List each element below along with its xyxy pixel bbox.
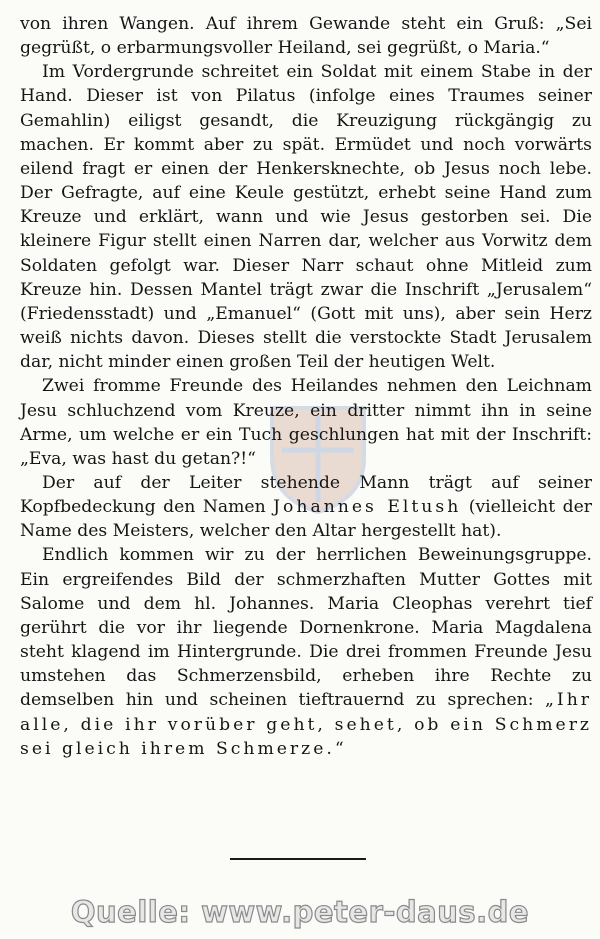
- paragraph-lamentation-text: Endlich kommen wir zu der herrlichen Beweinungsgruppe. Ein ergreifendes Bild der schmerzhaften Mutter Gottes mit Salome und dem hl. Johannes. Maria Cleophas verehrt tief gerührt die vor ihr liegende Dornenkrone. Maria Magdalena steht klagend im Hintergrunde. Die drei frommen Freunde Jesu umstehen das Schmerzensbild, erheben ihre Rechte zu demselben hin und scheinen tieftrauernd zu sprechen:: [20, 545, 592, 711]
- paragraph-friends: Zwei fromme Freunde des Heilandes nehmen den Leichnam Jesu schluchzend vom Kreuze, ein dritter nimmt ihn in seine Arme, um welche er ein Tuch geschlungen hat mit der Inschrift: „Eva, was hast du getan?!“: [20, 376, 592, 469]
- source-watermark: Quelle: www.peter-daus.de: [70, 895, 530, 929]
- lamentation-quote-spaced: „Ihr alle, die ihr vorüber geht, sehet, ob ein Schmerz sei gleich ihrem Schmerze.“: [20, 690, 592, 759]
- paragraph-ladder-man: [20, 471, 592, 543]
- article-body: [20, 12, 592, 761]
- paragraph-soldier: Im Vordergrunde schreitet ein Soldat mit einem Stabe in der Hand. Dieser ist von Pilatus (infolge eines Traumes seiner Gemahlin) eiligst gesandt, die Kreuzigung rückgängig zu machen. Er kommt aber zu spät. Ermüdet und noch vorwärts eilend fragt er einen der Henkersknechte, ob Jesus noch lebe. Der Gefragte, auf eine Keule gestützt, erhebt seine Hand zum Kreuze und erklärt, wann und wie Jesus gestorben sei. Die kleinere Figur stellt einen Narren dar, welcher aus Vorwitz dem Soldaten gefolgt war. Dieser Narr schaut ohne Mitleid zum Kreuze hin. Dessen Mantel trägt zwar die Inschrift „Jerusalem“ (Friedensstadt) und „Emanuel“ (Gott mit uns), aber sein Herz weiß nichts davon. Dieses stellt die verstockte Stadt Jerusalem dar, nicht minder einen großen Teil der heutigen Welt.: [20, 62, 592, 373]
- paragraph-continuation: von ihren Wangen. Auf ihrem Gewande steht ein Gruß: „Sei gegrüßt, o erbarmungsvoller Heiland, sei gegrüßt, o Maria.“: [20, 14, 592, 59]
- section-end-rule: [230, 858, 366, 860]
- paragraph-ladder-man-text-before: Der auf der Leiter stehende Mann trägt auf seiner Kopfbedeckung den Namen: [20, 472, 592, 518]
- paragraph-lamentation: [20, 543, 592, 760]
- paragraph-ladder-man-text-after: (vielleicht der Name des Meisters, welcher den Altar hergestellt hat).: [20, 497, 592, 542]
- master-name-spaced: Johannes Eltush: [273, 497, 462, 518]
